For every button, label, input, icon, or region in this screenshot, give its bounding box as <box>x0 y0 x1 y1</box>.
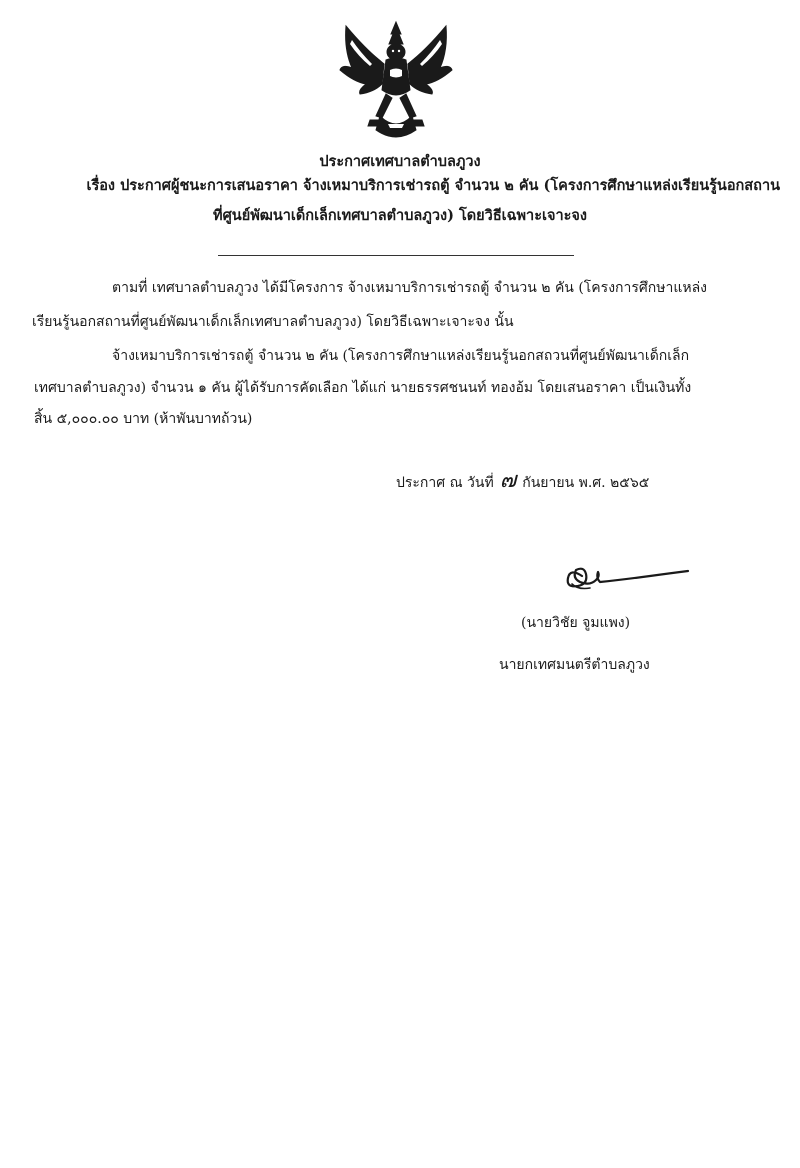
garuda-emblem-icon <box>336 20 456 146</box>
signer-position: นายกเทศมนตรีตำบลภูวง <box>499 657 650 673</box>
title-divider <box>218 255 574 256</box>
handwritten-signature <box>560 556 695 598</box>
announcement-date <box>396 470 649 494</box>
paragraph-2-line-1: จ้างเหมาบริการเช่ารถตู้ จำนวน ๒ คัน (โครงการศึกษาแหล่งเรียนรู้นอกสถวนที่ศูนย์พัฒนาเด็กเล็ก <box>112 348 690 364</box>
date-prefix: ประกาศ ณ วันที่ <box>396 475 494 491</box>
date-day: ๗ <box>499 468 517 493</box>
paragraph-1-line-2: เรียนรู้นอกสถานที่ศูนย์พัฒนาเด็กเล็กเทศบาลตำบลภูวง) โดยวิธีเฉพาะเจาะจง นั้น <box>32 314 514 330</box>
date-month-year: กันยายน พ.ศ. ๒๕๖๕ <box>522 475 650 491</box>
subject-line-2: ที่ศูนย์พัฒนาเด็กเล็กเทศบาลตำบลภูวง) โดยวิธีเฉพาะเจาะจง <box>213 207 587 224</box>
subject-line-1: เรื่อง ประกาศผู้ชนะการเสนอราคา จ้างเหมาบริการเช่ารถตู้ จำนวน ๒ คัน (โครงการศึกษาแหล่งเรียนรู้นอกสถาน <box>86 177 780 194</box>
paragraph-2-line-3: สิ้น ๕,๐๐๐.๐๐ บาท (ห้าพันบาทถ้วน) <box>34 411 253 427</box>
paragraph-1-line-1: ตามที่ เทศบาลตำบลภูวง ได้มีโครงการ จ้างเหมาบริการเช่ารถตู้ จำนวน ๒ คัน (โครงการศึกษาแหล่ง <box>112 280 708 296</box>
signer-name: (นายวิชัย จูมแพง) <box>521 615 631 631</box>
paragraph-2-line-2: เทศบาลตำบลภูวง) จำนวน ๑ คัน ผู้ได้รับการคัดเลือก ได้แก่ นายธรรศชนนท์ ทองอ้ม โดยเสนอราคา เป็นเงินทั้ง <box>34 380 692 396</box>
announcement-title: ประกาศเทศบาลตำบลภูวง <box>319 153 481 170</box>
